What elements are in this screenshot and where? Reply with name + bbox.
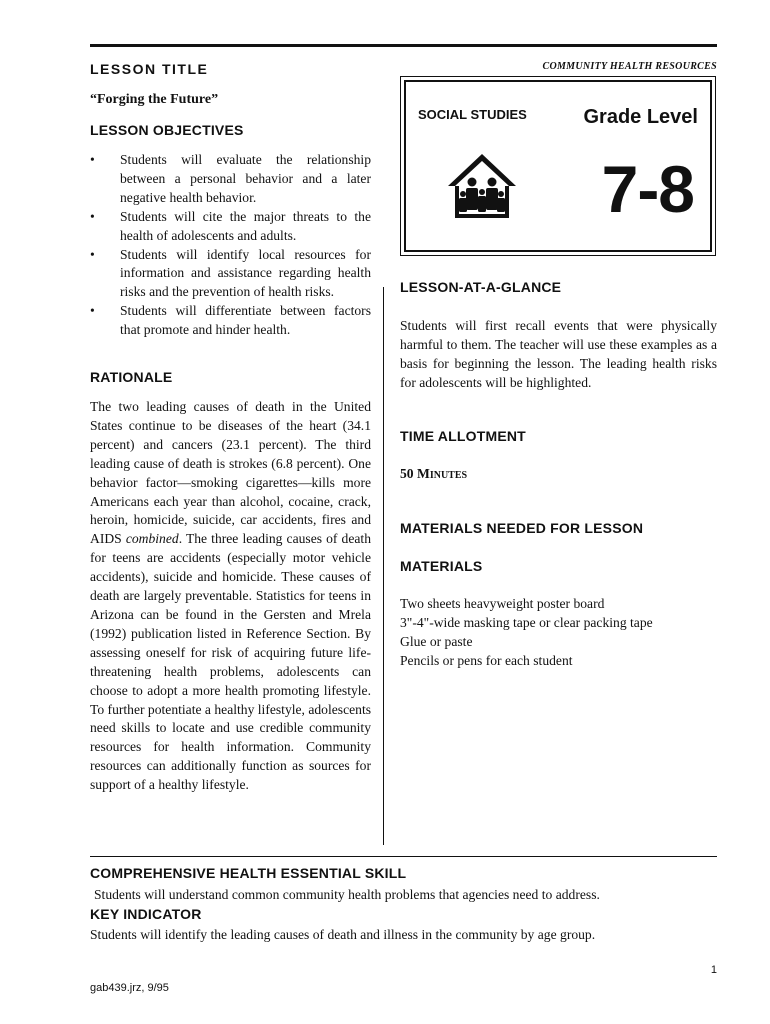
page-number: 1 <box>710 964 717 976</box>
grade-box-inner <box>404 80 712 252</box>
glance-heading: LESSON-AT-A-GLANCE <box>400 279 562 295</box>
skill-text: Students will understand common community health problems that agencies need to address. <box>94 887 600 902</box>
subject-label: SOCIAL STUDIES <box>418 107 527 122</box>
material-item: 3"-4"-wide masking tape or clear packing tape <box>400 614 653 630</box>
objectives-heading: LESSON OBJECTIVES <box>90 122 244 138</box>
lesson-title: “Forging the Future” <box>90 92 219 107</box>
rationale-heading: RATIONALE <box>90 369 173 385</box>
indicator-text: Students will identify the leading causes of death and illness in the community by age group. <box>90 927 596 942</box>
materials-heading: MATERIALS <box>400 558 483 574</box>
objective-item: • Students will differentiate between factors that promote and hinder health. <box>90 302 371 340</box>
rationale-text <box>90 398 371 795</box>
objective-item: • Students will identify local resources for information and assistance regarding health risks and the prevention of health risks. <box>90 246 371 303</box>
document-code: gab439.jrz, 9/95 <box>90 982 169 994</box>
glance-text: Students will first recall events that were physically harmful to them. The teacher will use these examples as a basis for beginning the lesson. The leading health risks for adolescents will be highlighted. <box>400 318 717 390</box>
material-item: Two sheets heavyweight poster board <box>400 596 605 611</box>
time-value-unit-rest: INUTES <box>429 470 468 481</box>
objective-item: • Students will evaluate the relationship between a personal behavior and a later negative health behavior. <box>90 151 371 208</box>
time-value <box>400 466 467 482</box>
top-rule <box>90 44 717 47</box>
material-item: Pencils or pens for each student <box>400 652 573 668</box>
grade-level-box <box>400 76 716 256</box>
section-rule <box>90 856 717 857</box>
objective-item: • Students will cite the major threats to the health of adolescents and adults. <box>90 208 371 246</box>
column-divider <box>383 287 384 845</box>
rationale-text-a: The two leading causes of death in the United States continue to be diseases of the heart (34.1 percent) and cancers (23.1 percent). The third leading cause of death is strokes (6.8 percent). One behavior factor—smoking cigarettes—kills more Americans each year than alcohol, cocaine, crack, heroin, homicide, suicide, car accidents, fires and AIDS <box>90 399 371 547</box>
material-item: Glue or paste <box>400 633 473 649</box>
grade-level-value: 7-8 <box>601 152 694 226</box>
indicator-heading: KEY INDICATOR <box>90 906 202 922</box>
time-value-unit-initial: M <box>417 466 430 481</box>
skill-heading: COMPREHENSIVE HEALTH ESSENTIAL SKILL <box>90 865 407 881</box>
grade-level-label: Grade Level <box>583 106 698 128</box>
rationale-emphasis: combined <box>125 531 179 547</box>
header-right-title: COMMUNITY HEALTH RESOURCES <box>542 61 717 72</box>
time-value-number: 50 <box>400 466 417 481</box>
rationale-text-b: . The three leading causes of death for teens are accidents (especially motor vehicle accidents), suicide and homicide. These causes of death are largely preventable. Statistics for teens in Arizona can be found in the Gersten and Mrela (1992) publication listed in Reference Section. By assessing oneself for risk of acquiring future life-threatening health problems, adolescents can choose to adopt a more health promoting lifestyle. To further potentiate a healthy lifestyle, adolescents need skills to locate and use credible community resources for health information. Community resources can additionally function as sources for support of a healthy lifestyle. <box>90 531 372 793</box>
house-family-icon <box>446 150 518 222</box>
materials-list <box>400 595 717 671</box>
materials-needed-heading: MATERIALS NEEDED FOR LESSON <box>400 520 644 536</box>
objectives-list <box>90 151 371 340</box>
time-heading: TIME ALLOTMENT <box>400 428 526 444</box>
lesson-title-heading: LESSON TITLE <box>90 61 209 77</box>
